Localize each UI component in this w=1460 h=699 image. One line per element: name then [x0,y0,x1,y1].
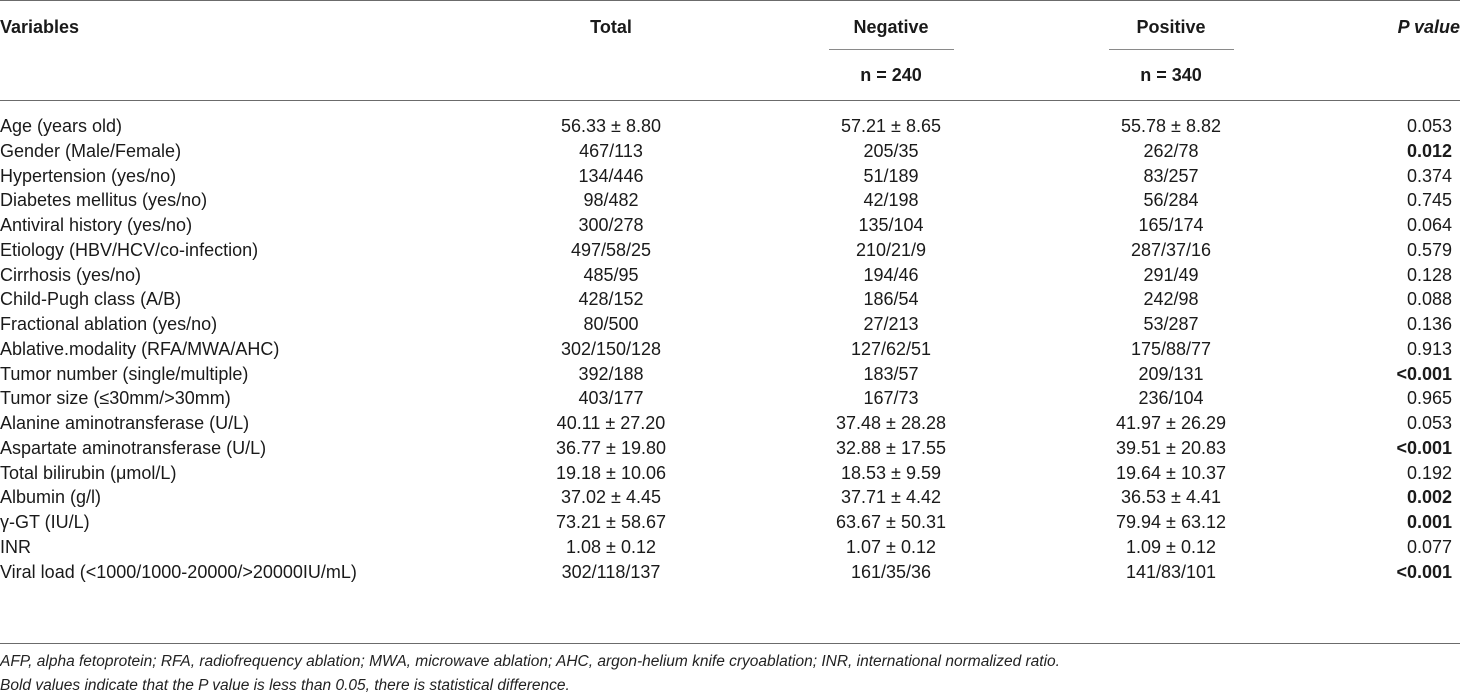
cell-negative: 205/35 [863,141,919,161]
cell-total: 302/150/128 [560,339,662,359]
table-bottom-rule [0,643,1460,644]
cell-variable: Age (years old) [0,116,123,136]
cell-variable: Total bilirubin (μmol/L) [0,463,177,483]
cell-p: 0.128 [1406,265,1452,285]
cell-variable: Viral load (<1000/1000-20000/>20000IU/mL) [0,562,357,582]
cell-positive: 39.51 ± 20.83 [1116,438,1226,458]
cell-p: <0.001 [1396,364,1452,384]
cell-variable: Aspartate aminotransferase (U/L) [0,438,267,458]
cell-variable: Alanine aminotransferase (U/L) [0,413,250,433]
cell-p: 0.053 [1406,413,1452,433]
cell-positive: 1.09 ± 0.12 [1126,537,1216,557]
cell-variable: Gender (Male/Female) [0,141,182,161]
cell-p: 0.965 [1406,388,1452,408]
cell-total: 1.08 ± 0.12 [566,537,656,557]
cell-variable: Child-Pugh class (A/B) [0,289,182,309]
cell-total: 37.02 ± 4.45 [561,487,661,507]
cell-variable: γ-GT (IU/L) [0,512,90,532]
cell-total: 428/152 [578,289,644,309]
cell-negative: 161/35/36 [850,562,932,582]
cell-total: 19.18 ± 10.06 [556,463,666,483]
cell-negative: 37.71 ± 4.42 [841,487,941,507]
header-variables: Variables [0,17,80,37]
cell-p: 0.136 [1406,314,1452,334]
cell-negative: 32.88 ± 17.55 [836,438,946,458]
cell-total: 40.11 ± 27.20 [556,413,666,433]
header-bottom-rule [0,100,1460,101]
cell-variable: Albumin (g/l) [0,487,102,507]
cell-variable: Etiology (HBV/HCV/co-infection) [0,240,259,260]
header-n-negative: n = 240 [860,65,922,85]
cell-total: 467/113 [579,141,643,161]
cell-positive: 287/37/16 [1130,240,1212,260]
cell-positive: 209/131 [1138,364,1204,384]
cell-variable: Fractional ablation (yes/no) [0,314,218,334]
cell-variable: Hypertension (yes/no) [0,166,177,186]
header-positive: Positive [1136,17,1206,37]
cell-p: 0.913 [1406,339,1452,359]
cell-p: 0.064 [1406,215,1452,235]
cell-total: 300/278 [578,215,644,235]
cell-p: 0.192 [1406,463,1452,483]
cell-p: 0.001 [1406,512,1452,532]
cell-total: 80/500 [583,314,639,334]
cell-positive: 36.53 ± 4.41 [1121,487,1221,507]
footnote-abbreviations: AFP, alpha fetoprotein; RFA, radiofrequency ablation; MWA, microwave ablation; AHC, argon-helium knife cryoablation; INR, international normalized ratio. [0,653,1060,670]
cell-total: 302/118/137 [561,562,661,582]
cell-positive: 141/83/101 [1125,562,1217,582]
footnote-bold-note: Bold values indicate that the P value is less than 0.05, there is statistical difference. [0,677,570,694]
cell-negative: 37.48 ± 28.28 [836,413,946,433]
cell-total: 485/95 [583,265,639,285]
cell-total: 134/446 [578,166,644,186]
cell-positive: 236/104 [1138,388,1204,408]
cell-p: <0.001 [1396,438,1452,458]
cell-negative: 63.67 ± 50.31 [836,512,946,532]
cell-negative: 135/104 [858,215,924,235]
cell-variable: Antiviral history (yes/no) [0,215,193,235]
cell-positive: 262/78 [1143,141,1199,161]
cell-p: 0.077 [1406,537,1452,557]
cell-positive: 242/98 [1143,289,1199,309]
cell-positive: 19.64 ± 10.37 [1116,463,1226,483]
cell-positive: 291/49 [1143,265,1199,285]
cell-p: 0.012 [1406,141,1452,161]
cell-negative: 57.21 ± 8.65 [841,116,941,136]
cell-p: 0.088 [1406,289,1452,309]
cell-negative: 51/189 [863,166,919,186]
cell-positive: 165/174 [1138,215,1204,235]
cell-total: 497/58/25 [570,240,652,260]
cell-negative: 186/54 [863,289,919,309]
table-top-rule [0,0,1460,1]
header-negative: Negative [853,17,929,37]
cell-positive: 83/257 [1143,166,1199,186]
cell-negative: 27/213 [863,314,919,334]
cell-negative: 194/46 [863,265,919,285]
cell-variable: Cirrhosis (yes/no) [0,265,142,285]
cell-positive: 175/88/77 [1130,339,1212,359]
cell-positive: 55.78 ± 8.82 [1121,116,1221,136]
cell-negative: 42/198 [863,190,919,210]
cell-p: 0.745 [1406,190,1452,210]
cell-positive: 41.97 ± 26.29 [1116,413,1226,433]
cell-total: 56.33 ± 8.80 [561,116,661,136]
cell-variable: INR [0,537,31,557]
header-total: Total [590,17,632,37]
cell-negative: 210/21/9 [855,240,927,260]
cell-total: 98/482 [583,190,639,210]
cell-variable: Ablative.modality (RFA/MWA/AHC) [0,339,280,359]
cell-positive: 53/287 [1143,314,1199,334]
cell-negative: 18.53 ± 9.59 [841,463,941,483]
cell-negative: 127/62/51 [850,339,932,359]
positive-subheader-rule [1109,49,1234,50]
cell-p: 0.053 [1406,116,1452,136]
cell-negative: 183/57 [863,364,919,384]
cell-total: 36.77 ± 19.80 [556,438,666,458]
cell-variable: Tumor size (≤30mm/>30mm) [0,388,231,408]
cell-variable: Tumor number (single/multiple) [0,364,249,384]
cell-p: 0.579 [1406,240,1452,260]
cell-positive: 56/284 [1143,190,1199,210]
cell-negative: 1.07 ± 0.12 [846,537,936,557]
cell-total: 73.21 ± 58.67 [556,512,666,532]
cell-total: 403/177 [578,388,644,408]
cell-total: 392/188 [578,364,644,384]
cell-p: 0.002 [1406,487,1452,507]
cell-variable: Diabetes mellitus (yes/no) [0,190,208,210]
negative-subheader-rule [829,49,954,50]
cell-positive: 79.94 ± 63.12 [1116,512,1226,532]
header-p-value: P value [1397,17,1460,37]
cell-p: 0.374 [1406,166,1452,186]
header-n-positive: n = 340 [1140,65,1202,85]
cell-negative: 167/73 [863,388,919,408]
cell-p: <0.001 [1396,562,1452,582]
